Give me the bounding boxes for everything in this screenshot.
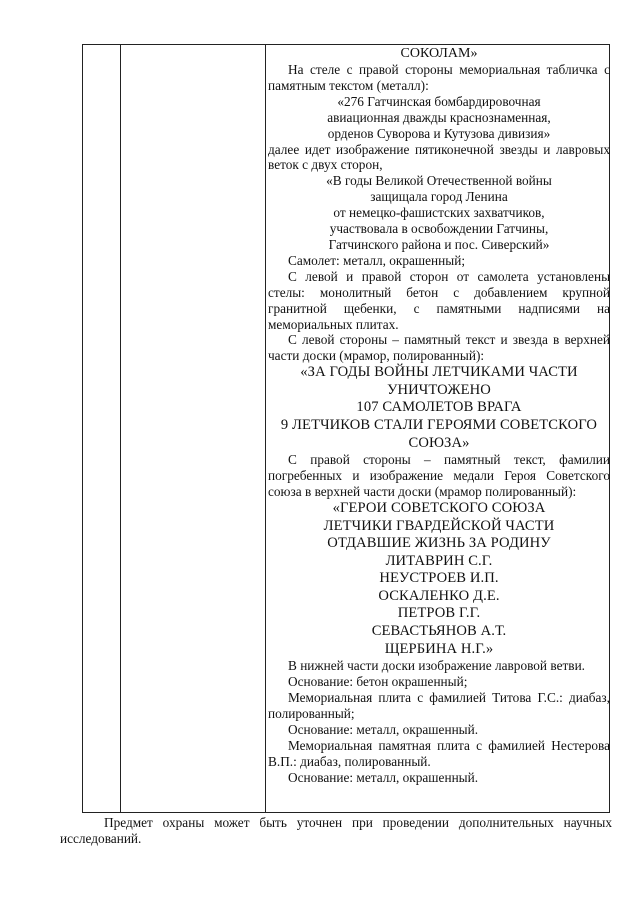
inscription-line: 9 ЛЕТЧИКОВ СТАЛИ ГЕРОЯМИ СОВЕТСКОГО	[280, 417, 598, 433]
cell-paragraph: далее идет изображение пятиконечной звезды и лавровых веток с двух сторон,	[268, 141, 610, 173]
inscription-line: НЕУСТРОЕВ И.П.	[379, 570, 499, 587]
inscription-line: «ЗА ГОДЫ ВОЙНЫ ЛЕТЧИКАМИ ЧАСТИ	[300, 364, 578, 381]
cell-paragraph: С левой и правой сторон от самолета установлены стелы: монолитный бетон с добавлением крупной гранитной щебенки, с памятными надписями на мемориальных плитах.	[268, 268, 610, 332]
quoted-text-line: авиационная дважды краснознаменная,	[327, 109, 551, 125]
cell-paragraph: Основание: бетон окрашенный;	[288, 674, 468, 690]
cell-paragraph: С правой стороны – памятный текст, фамилии погребенных и изображение медали Героя Советского союза в верхней части доски (мрамор полированный):	[268, 452, 610, 499]
quoted-text-line: «276 Гатчинская бомбардировочная	[337, 93, 541, 109]
quoted-text-line: от немецко-фашистских захватчиков,	[333, 205, 545, 221]
inscription-line: СЕВАСТЬЯНОВ А.Т.	[371, 623, 507, 640]
inscription-line: «ГЕРОИ СОВЕТСКОГО СОЮЗА	[332, 499, 546, 516]
table-column-divider	[265, 45, 266, 812]
inscription-line: 107 САМОЛЕТОВ ВРАГА	[356, 399, 522, 416]
cell-paragraph: С левой стороны – памятный текст и звезда в верхней части доски (мрамор, полированный):	[268, 332, 610, 364]
cell-paragraph: На стеле с правой стороны мемориальная табличка с памятным текстом (металл):	[268, 62, 610, 93]
quoted-text-line: участвовала в освобождении Гатчины,	[329, 221, 549, 237]
description-cell	[268, 46, 610, 786]
description-table	[82, 44, 610, 813]
cell-paragraph: Мемориальная плита с фамилией Титова Г.С.: диабаз, полированный;	[268, 690, 610, 721]
inscription-line: ОТДАВШИЕ ЖИЗНЬ ЗА РОДИНУ	[327, 535, 551, 552]
quoted-text-line: Гатчинского района и пос. Сиверский»	[328, 236, 550, 252]
inscription-line: ЩЕРБИНА Н.Г.»	[384, 640, 494, 657]
inscription-line: ЛИТАВРИН С.Г.	[385, 552, 493, 569]
quoted-text-line: защищала город Ленина	[370, 189, 508, 205]
inscription-line: СОЮЗА»	[408, 434, 470, 451]
inscription-line: УНИЧТОЖЕНО	[387, 381, 491, 398]
footer-note: Предмет охраны может быть уточнен при проведении дополнительных научных исследований.	[60, 815, 612, 846]
table-column-divider	[120, 45, 121, 812]
cell-paragraph: СОКОЛАМ»	[400, 46, 478, 61]
cell-paragraph: Основание: металл, окрашенный.	[288, 769, 479, 785]
cell-paragraph: В нижней части доски изображение лавровой ветви.	[288, 658, 586, 674]
cell-paragraph: Мемориальная памятная плита с фамилией Нестерова В.П.: диабаз, полированный.	[268, 737, 610, 769]
inscription-line: ЛЕТЧИКИ ГВАРДЕЙСКОЙ ЧАСТИ	[323, 517, 555, 534]
quoted-text-line: «В годы Великой Отечественной войны	[326, 173, 552, 189]
cell-paragraph: Самолет: металл, окрашенный;	[288, 252, 466, 268]
inscription-line: ОСКАЛЕНКО Д.Е.	[378, 587, 500, 604]
cell-paragraph: Основание: металл, окрашенный.	[288, 721, 479, 737]
quoted-text-line: орденов Суворова и Кутузова дивизия»	[327, 125, 551, 141]
inscription-line: ПЕТРОВ Г.Г.	[397, 605, 481, 622]
